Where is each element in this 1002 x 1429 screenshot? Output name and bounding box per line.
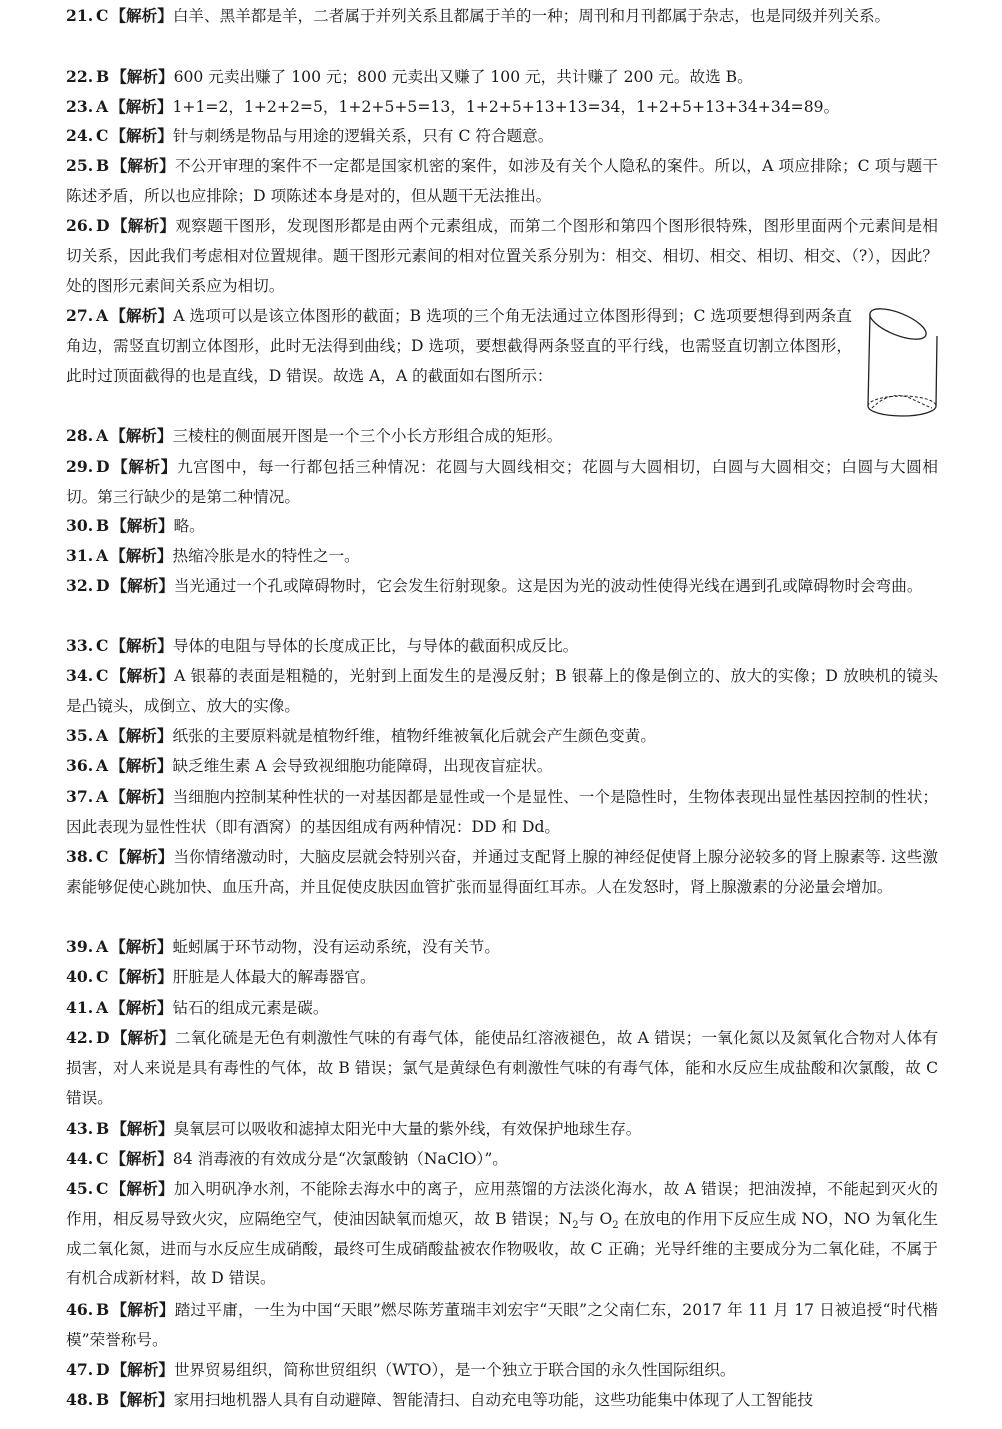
item-number: 23. (66, 97, 94, 116)
entry-48 (66, 1385, 938, 1416)
answer-letter: C (96, 6, 109, 25)
entry-34 (66, 661, 938, 722)
analysis-tag: 【解析】 (110, 636, 173, 655)
explanation-text: 加入明矾净水剂，不能除去海水中的离子，应用蒸馏的方法淡化海水，故 A 错误；把油泼掉，不能起到灭火的作用，相反易导致火灾，应隔绝空气，使油因缺氧而熄灭，故 B 错误；N (66, 1180, 938, 1228)
entry-38 (66, 842, 938, 903)
entry-44 (66, 1144, 938, 1175)
explanation-text: 二氧化硫是无色有刺激性气味的有毒气体，能使品红溶液褪色，故 A 错误；一氧化氮以及氮氧化合物对人体有损害，对人来说是具有毒性的气体，故 B 错误；氯气是黄绿色有刺激性气味的有毒气体，能和水反应生成盐酸和次氯酸，故 C 错误。 (66, 1029, 938, 1107)
item-number: 34. (66, 666, 94, 685)
explanation-text: 不公开审理的案件不一定都是国家机密的案件，如涉及有关个人隐私的案件。所以，A 项应排除；C 项与题干陈述矛盾，所以也应排除；D 项陈述本身是对的，但从题干无法推出。 (66, 157, 938, 205)
item-number: 40. (66, 967, 94, 986)
answer-letter: B (96, 156, 110, 175)
entry-40 (66, 962, 938, 993)
analysis-tag: 【解析】 (110, 97, 173, 116)
answer-letter: D (96, 1028, 110, 1047)
entry-21 (66, 1, 938, 32)
analysis-tag: 【解析】 (110, 426, 173, 445)
explanation-text: 600 元卖出赚了 100 元；800 元卖出又赚了 100 元，共计赚了 200 元。故选 B。 (173, 68, 753, 86)
answer-letter: B (96, 516, 110, 535)
item-number: 30. (66, 516, 94, 535)
answer-letter: D (96, 457, 110, 476)
analysis-tag: 【解析】 (111, 216, 176, 235)
item-number: 36. (66, 756, 94, 775)
item-number: 21. (66, 6, 94, 25)
entry-41 (66, 993, 938, 1024)
explanation-text: 观察题干图形，发现图形都是由两个元素组成，而第二个图形和第四个图形很特殊，图形里面两个元素间是相切关系，因此我们考虑相对位置规律。题干图形元素间的相对位置关系分别为：相交、相切、相交、相切、相交、（?），因此？处的图形元素间关系应为相切。 (66, 217, 938, 295)
answer-letter: A (96, 937, 109, 956)
analysis-tag: 【解析】 (110, 847, 174, 866)
explanation-text: 缺乏维生素 A 会导致视细胞功能障碍，出现夜盲症状。 (172, 757, 553, 775)
explanation-text: 臭氧层可以吸收和滤掉太阳光中大量的紫外线，有效保护地球生存。 (173, 1120, 642, 1138)
entry-37 (66, 782, 938, 843)
analysis-tag: 【解析】 (110, 126, 173, 145)
item-number: 37. (66, 787, 94, 806)
entry-26 (66, 211, 938, 301)
analysis-tag: 【解析】 (111, 457, 177, 476)
explanation-text: 针与刺绣是物品与用途的逻辑关系，只有 C 符合题意。 (172, 127, 554, 145)
entry-39 (66, 932, 938, 963)
item-number: 41. (66, 998, 94, 1017)
analysis-tag: 【解析】 (111, 156, 175, 175)
answer-letter: B (96, 1119, 110, 1138)
item-number: 27. (66, 306, 94, 325)
explanation-text: 与 O (578, 1209, 613, 1228)
answer-letter: A (96, 97, 109, 116)
analysis-tag: 【解析】 (111, 1300, 175, 1319)
explanation-text: 导体的电阻与导体的长度成正比，与导体的截面积成反比。 (172, 637, 579, 655)
analysis-tag: 【解析】 (111, 67, 174, 86)
analysis-tag: 【解析】 (110, 967, 173, 986)
item-number: 29. (66, 457, 94, 476)
answer-letter: B (96, 1300, 110, 1319)
answer-letter: C (96, 126, 109, 145)
answer-letter: C (96, 666, 109, 685)
oblique-cut-cylinder-figure (860, 302, 940, 422)
item-number: 43. (66, 1119, 94, 1138)
answer-letter: A (96, 998, 109, 1017)
explanation-text: 84 消毒液的有效成分是“次氯酸钠（NaClO）”。 (172, 1150, 508, 1168)
entry-35 (66, 721, 938, 752)
entry-33 (66, 631, 938, 662)
item-number: 24. (66, 126, 94, 145)
answer-letter: A (96, 726, 109, 745)
answer-letter: D (96, 576, 110, 595)
answer-letter: C (96, 967, 109, 986)
entry-31 (66, 541, 938, 572)
entry-45 (66, 1174, 938, 1294)
item-number: 32. (66, 576, 94, 595)
item-number: 47. (66, 1360, 94, 1379)
item-number: 39. (66, 937, 94, 956)
explanation-text: 当光通过一个孔或障碍物时，它会发生衍射现象。这是因为光的波动性使得光线在遇到孔或障碍物时会弯曲。 (173, 577, 923, 595)
analysis-tag: 【解析】 (110, 666, 175, 685)
analysis-tag: 【解析】 (110, 756, 173, 775)
explanation-text: 在放电的作用下反应生成 NO，NO 为氧化生成二氧化氮，进而与水反应生成硝酸，最终可生成硝酸盐被农作物吸收，故 C 正确；光导纤维的主要成分为二氧化硅，不属于有机合成新材料，故 D 错误。 (66, 1209, 938, 1288)
analysis-tag: 【解析】 (111, 1390, 174, 1409)
explanation-text: 纸张的主要原料就是植物纤维，植物纤维被氧化后就会产生颜色变黄。 (172, 727, 656, 745)
entry-25 (66, 151, 938, 212)
analysis-tag: 【解析】 (110, 1179, 174, 1198)
analysis-tag: 【解析】 (111, 576, 174, 595)
analysis-tag: 【解析】 (110, 1149, 173, 1168)
analysis-tag: 【解析】 (111, 1119, 174, 1138)
entry-32 (66, 571, 938, 602)
answer-letter: C (96, 636, 109, 655)
answer-letter: B (96, 1390, 110, 1409)
answer-letter: C (96, 1149, 109, 1168)
item-number: 31. (66, 546, 94, 565)
answer-letter: A (96, 546, 109, 565)
entry-22 (66, 62, 938, 93)
entry-27 (66, 301, 852, 391)
item-number: 42. (66, 1028, 94, 1047)
explanation-text: 家用扫地机器人具有自动避障、智能清扫、自动充电等功能，这些功能集中体现了人工智能技 (173, 1391, 813, 1409)
entry-29 (66, 452, 938, 513)
explanation-text: 蚯蚓属于环节动物，没有运动系统，没有关节。 (172, 938, 500, 956)
answer-letter: A (96, 756, 109, 775)
item-number: 33. (66, 636, 94, 655)
entry-24 (66, 121, 938, 152)
explanation-text: 热缩冷胀是水的特性之一。 (172, 547, 360, 565)
explanation-text: 1+1=2，1+2+2=5，1+2+5+5=13，1+2+5+13+13=34，1+2+5+13+34+34=89。 (172, 98, 840, 116)
analysis-tag: 【解析】 (110, 998, 173, 1017)
analysis-tag: 【解析】 (110, 546, 173, 565)
analysis-tag: 【解析】 (110, 6, 173, 25)
item-number: 22. (66, 67, 94, 86)
answer-letter: A (96, 426, 109, 445)
explanation-text: 三棱柱的侧面展开图是一个三个小长方形组合成的矩形。 (172, 427, 563, 445)
explanation-text: 钻石的组成元素是碳。 (172, 999, 329, 1017)
analysis-tag: 【解析】 (110, 787, 173, 806)
item-number: 44. (66, 1149, 94, 1168)
analysis-tag: 【解析】 (111, 1360, 174, 1379)
entry-43 (66, 1114, 938, 1145)
item-number: 48. (66, 1390, 94, 1409)
explanation-text: 略。 (173, 517, 205, 535)
explanation-text: A 选项可以是该立体图形的截面；B 选项的三个角无法通过立体图形得到；C 选项要想得到两条直角边，需竖直切割立体图形，此时无法得到曲线；D 选项，要想截得两条竖直的平行线，也需竖直切割立体图形，此时过顶面截得的也是直线，D 错误。故选 A，A 的截面如右图所示： (66, 307, 852, 385)
explanation-text: 当细胞内控制某种性状的一对基因都是显性或一个是显性、一个是隐性时，生物体表现出显性基因控制的性状；因此表现为显性性状（即有酒窝）的基因组成有两种情况：DD 和 Dd。 (66, 788, 938, 836)
analysis-tag: 【解析】 (110, 306, 174, 325)
entry-46 (66, 1295, 938, 1356)
answer-letter: B (96, 67, 110, 86)
entry-42 (66, 1023, 938, 1113)
answer-letter: A (96, 306, 109, 325)
analysis-tag: 【解析】 (111, 1028, 175, 1047)
item-number: 25. (66, 156, 94, 175)
entry-28 (66, 421, 938, 452)
item-number: 46. (66, 1300, 94, 1319)
answer-letter: A (96, 787, 109, 806)
answer-letter: C (96, 847, 109, 866)
analysis-tag: 【解析】 (110, 937, 173, 956)
answer-letter: D (96, 1360, 110, 1379)
subscript: 2 (572, 1219, 579, 1231)
item-number: 28. (66, 426, 94, 445)
explanation-text: 踏过平庸，一生为中国“天眼”燃尽陈芳董瑞丰刘宏宇“天眼”之父南仁东，2017 年 11 月 17 日被追授“时代楷模”荣誉称号。 (66, 1301, 938, 1349)
item-number: 38. (66, 847, 94, 866)
item-number: 26. (66, 216, 94, 235)
subscript: 2 (612, 1219, 619, 1231)
analysis-tag: 【解析】 (111, 516, 174, 535)
entry-23 (66, 92, 938, 123)
explanation-text: 肝脏是人体最大的解毒器官。 (172, 968, 376, 986)
explanation-text: 九宫图中，每一行都包括三种情况：花圆与大圆线相交；花圆与大圆相切，白圆与大圆相交；白圆与大圆相切。第三行缺少的是第二种情况。 (66, 458, 938, 506)
entry-47 (66, 1355, 938, 1386)
item-number: 45. (66, 1179, 94, 1198)
entry-30 (66, 511, 938, 542)
entry-36 (66, 751, 938, 782)
explanation-text: 世界贸易组织，简称世贸组织（WTO），是一个独立于联合国的永久性国际组织。 (173, 1361, 736, 1379)
explanation-text: A 银幕的表面是粗糙的，光射到上面发生的是漫反射；B 银幕上的像是倒立的、放大的实像；D 放映机的镜头是凸镜头，成倒立、放大的实像。 (66, 667, 938, 715)
item-number: 35. (66, 726, 94, 745)
answer-letter: C (96, 1179, 109, 1198)
analysis-tag: 【解析】 (110, 726, 173, 745)
answer-letter: D (96, 216, 110, 235)
explanation-text: 白羊、黑羊都是羊，二者属于并列关系且都属于羊的一种；周刊和月刊都属于杂志，也是同级并列关系。 (172, 7, 891, 25)
explanation-text: 当你情绪激动时，大脑皮层就会特别兴奋，并通过支配肾上腺的神经促使肾上腺分泌较多的肾上腺素等. 这些激素能够促使心跳加快、血压升高，并且促使皮肤因血管扩张而显得面红耳赤。人在发怒时，肾上腺激素的分泌量会增加。 (66, 848, 938, 896)
